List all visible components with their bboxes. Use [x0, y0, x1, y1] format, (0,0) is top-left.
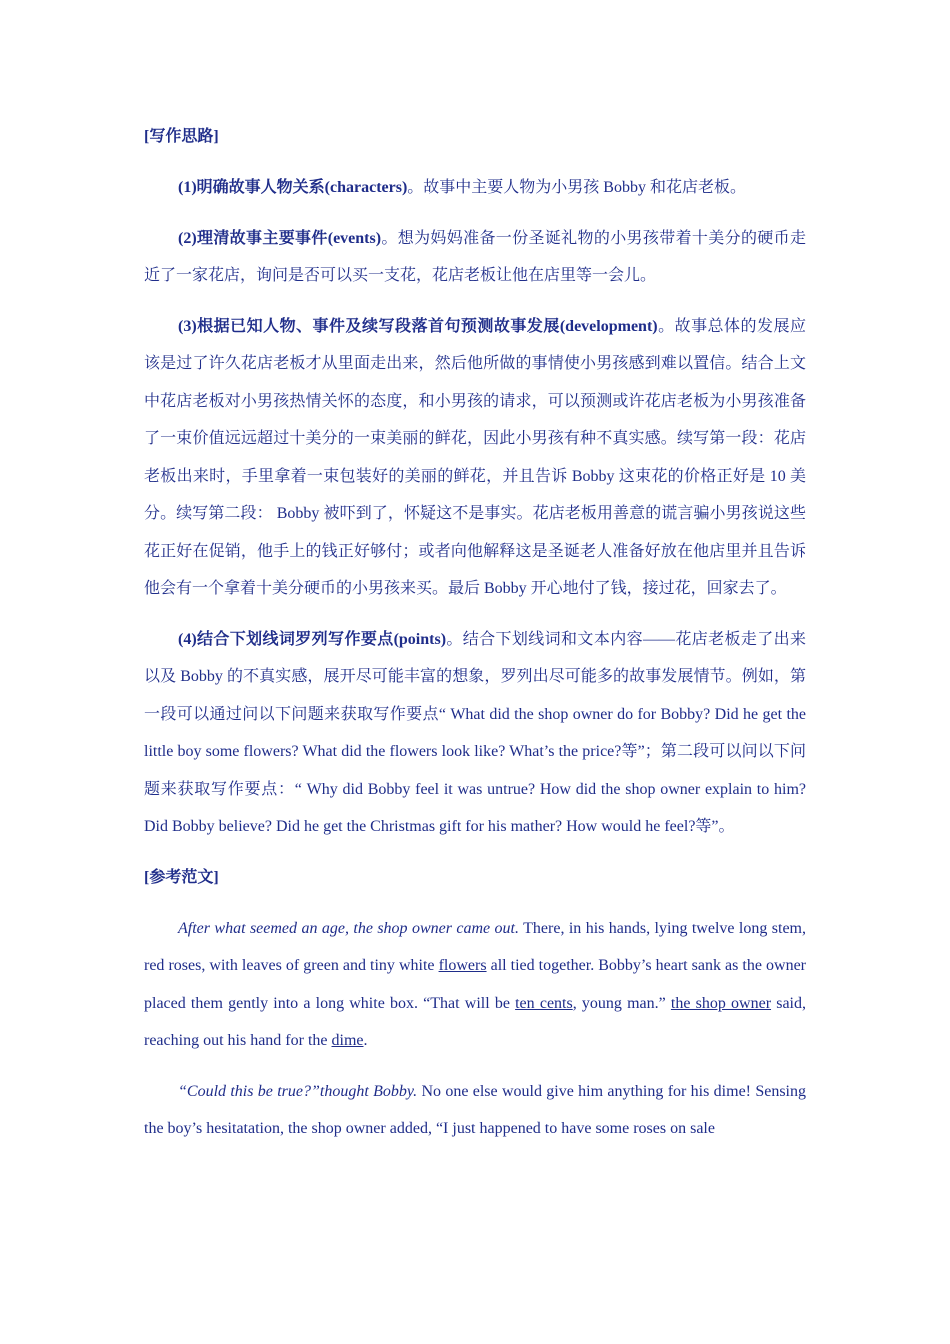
idea-paragraph-2 — [144, 220, 806, 295]
sample-1-text: all tied together. Bobby’s heart sank as the owner placed them gently into a long white box. “That will be — [144, 957, 806, 1012]
idea-1-label: (1)明确故事人物关系(characters) — [178, 179, 408, 196]
idea-3-label: (3)根据已知人物、事件及续写段落首句预测故事发展(development) — [178, 317, 658, 335]
sample-1-opening-sentence: After what seemed an age, the shop owner came out. — [178, 919, 520, 937]
idea-paragraph-3 — [144, 308, 806, 608]
idea-4-text: 。结合下划线词和文本内容——花店老板走了出来以及 Bobby 的不真实感，展开尽可能丰富的想象，罗列出尽可能多的故事发展情节。例如，第一段可以通过问以下问题来获取写作要点“ What did the shop owner do for Bobby? Did he get the little boy some flowers? What did the flowers look like? What’s the price?等”；第二段可以问以下问题来获取写作要点：“ Why did Bobby feel it was untrue? How did the shop owner explain to him? Did Bobby believe? Did he get the Christmas gift for his mather? How would he feel?等”。 — [144, 630, 806, 835]
document-page — [144, 118, 806, 1161]
sample-1-text: There, in his hands, lying twelve long stem, red roses, with leaves of green and tiny white — [144, 919, 806, 974]
idea-paragraph-1 — [144, 169, 806, 207]
underlined-word: the shop owner — [670, 994, 772, 1012]
sample-2-opening-sentence: “Could this be true?”thought Bobby. — [178, 1082, 418, 1100]
idea-2-text: 。想为妈妈准备一份圣诞礼物的小男孩带着十美分的硬币走近了一家花店，询问是否可以买一支花，花店老板让他在店里等一会儿。 — [144, 229, 806, 284]
sample-1-text: said, reaching out his hand for the — [144, 994, 806, 1049]
sample-paragraph-2 — [144, 1073, 806, 1148]
underlined-word: dime — [331, 1032, 364, 1049]
writing-ideas-heading: [写作思路] — [144, 128, 219, 145]
underlined-word: flowers — [438, 957, 487, 974]
idea-1-text: 。故事中主要人物为小男孩 Bobby 和花店老板。 — [407, 179, 746, 196]
idea-3-text: 。故事总体的发展应该是过了许久花店老板才从里面走出来，然后他所做的事情使小男孩感到难以置信。结合上文中花店老板对小男孩热情关怀的态度，和小男孩的请求，可以预测或许花店老板为小男孩准备了一束价值远远超过十美分的一束美丽的鲜花，因此小男孩有种不真实感。续写第一段：花店老板出来时，手里拿着一束包装好的美丽的鲜花，并且告诉 Bobby 这束花的价格正好是 10 美分。续写第二段： Bobby 被吓到了，怀疑这不是事实。花店老板用善意的谎言骗小男孩说这些花正好在促销，他手上的钱正好够付；或者向他解释这是圣诞老人准备好放在他店里并且告诉他会有一个拿着十美分硬币的小男孩来买。最后 Bobby 开心地付了钱，接过花，回家去了。 — [144, 317, 806, 597]
sample-1-text: , young man.” — [572, 994, 671, 1012]
idea-2-label: (2)理清故事主要事件(events) — [178, 229, 382, 247]
sample-1-text: . — [363, 1032, 368, 1049]
sample-2-text: No one else would give him anything for his dime! Sensing the boy’s hesitatation, the shop owner added, “I just happened to have some roses on sale — [144, 1082, 806, 1137]
sample-paragraph-1 — [144, 910, 806, 1060]
sample-essay-heading: [参考范文] — [144, 868, 219, 886]
underlined-word: ten cents — [515, 994, 573, 1012]
idea-4-label: (4)结合下划线词罗列写作要点(points) — [178, 630, 447, 648]
idea-paragraph-4 — [144, 621, 806, 846]
